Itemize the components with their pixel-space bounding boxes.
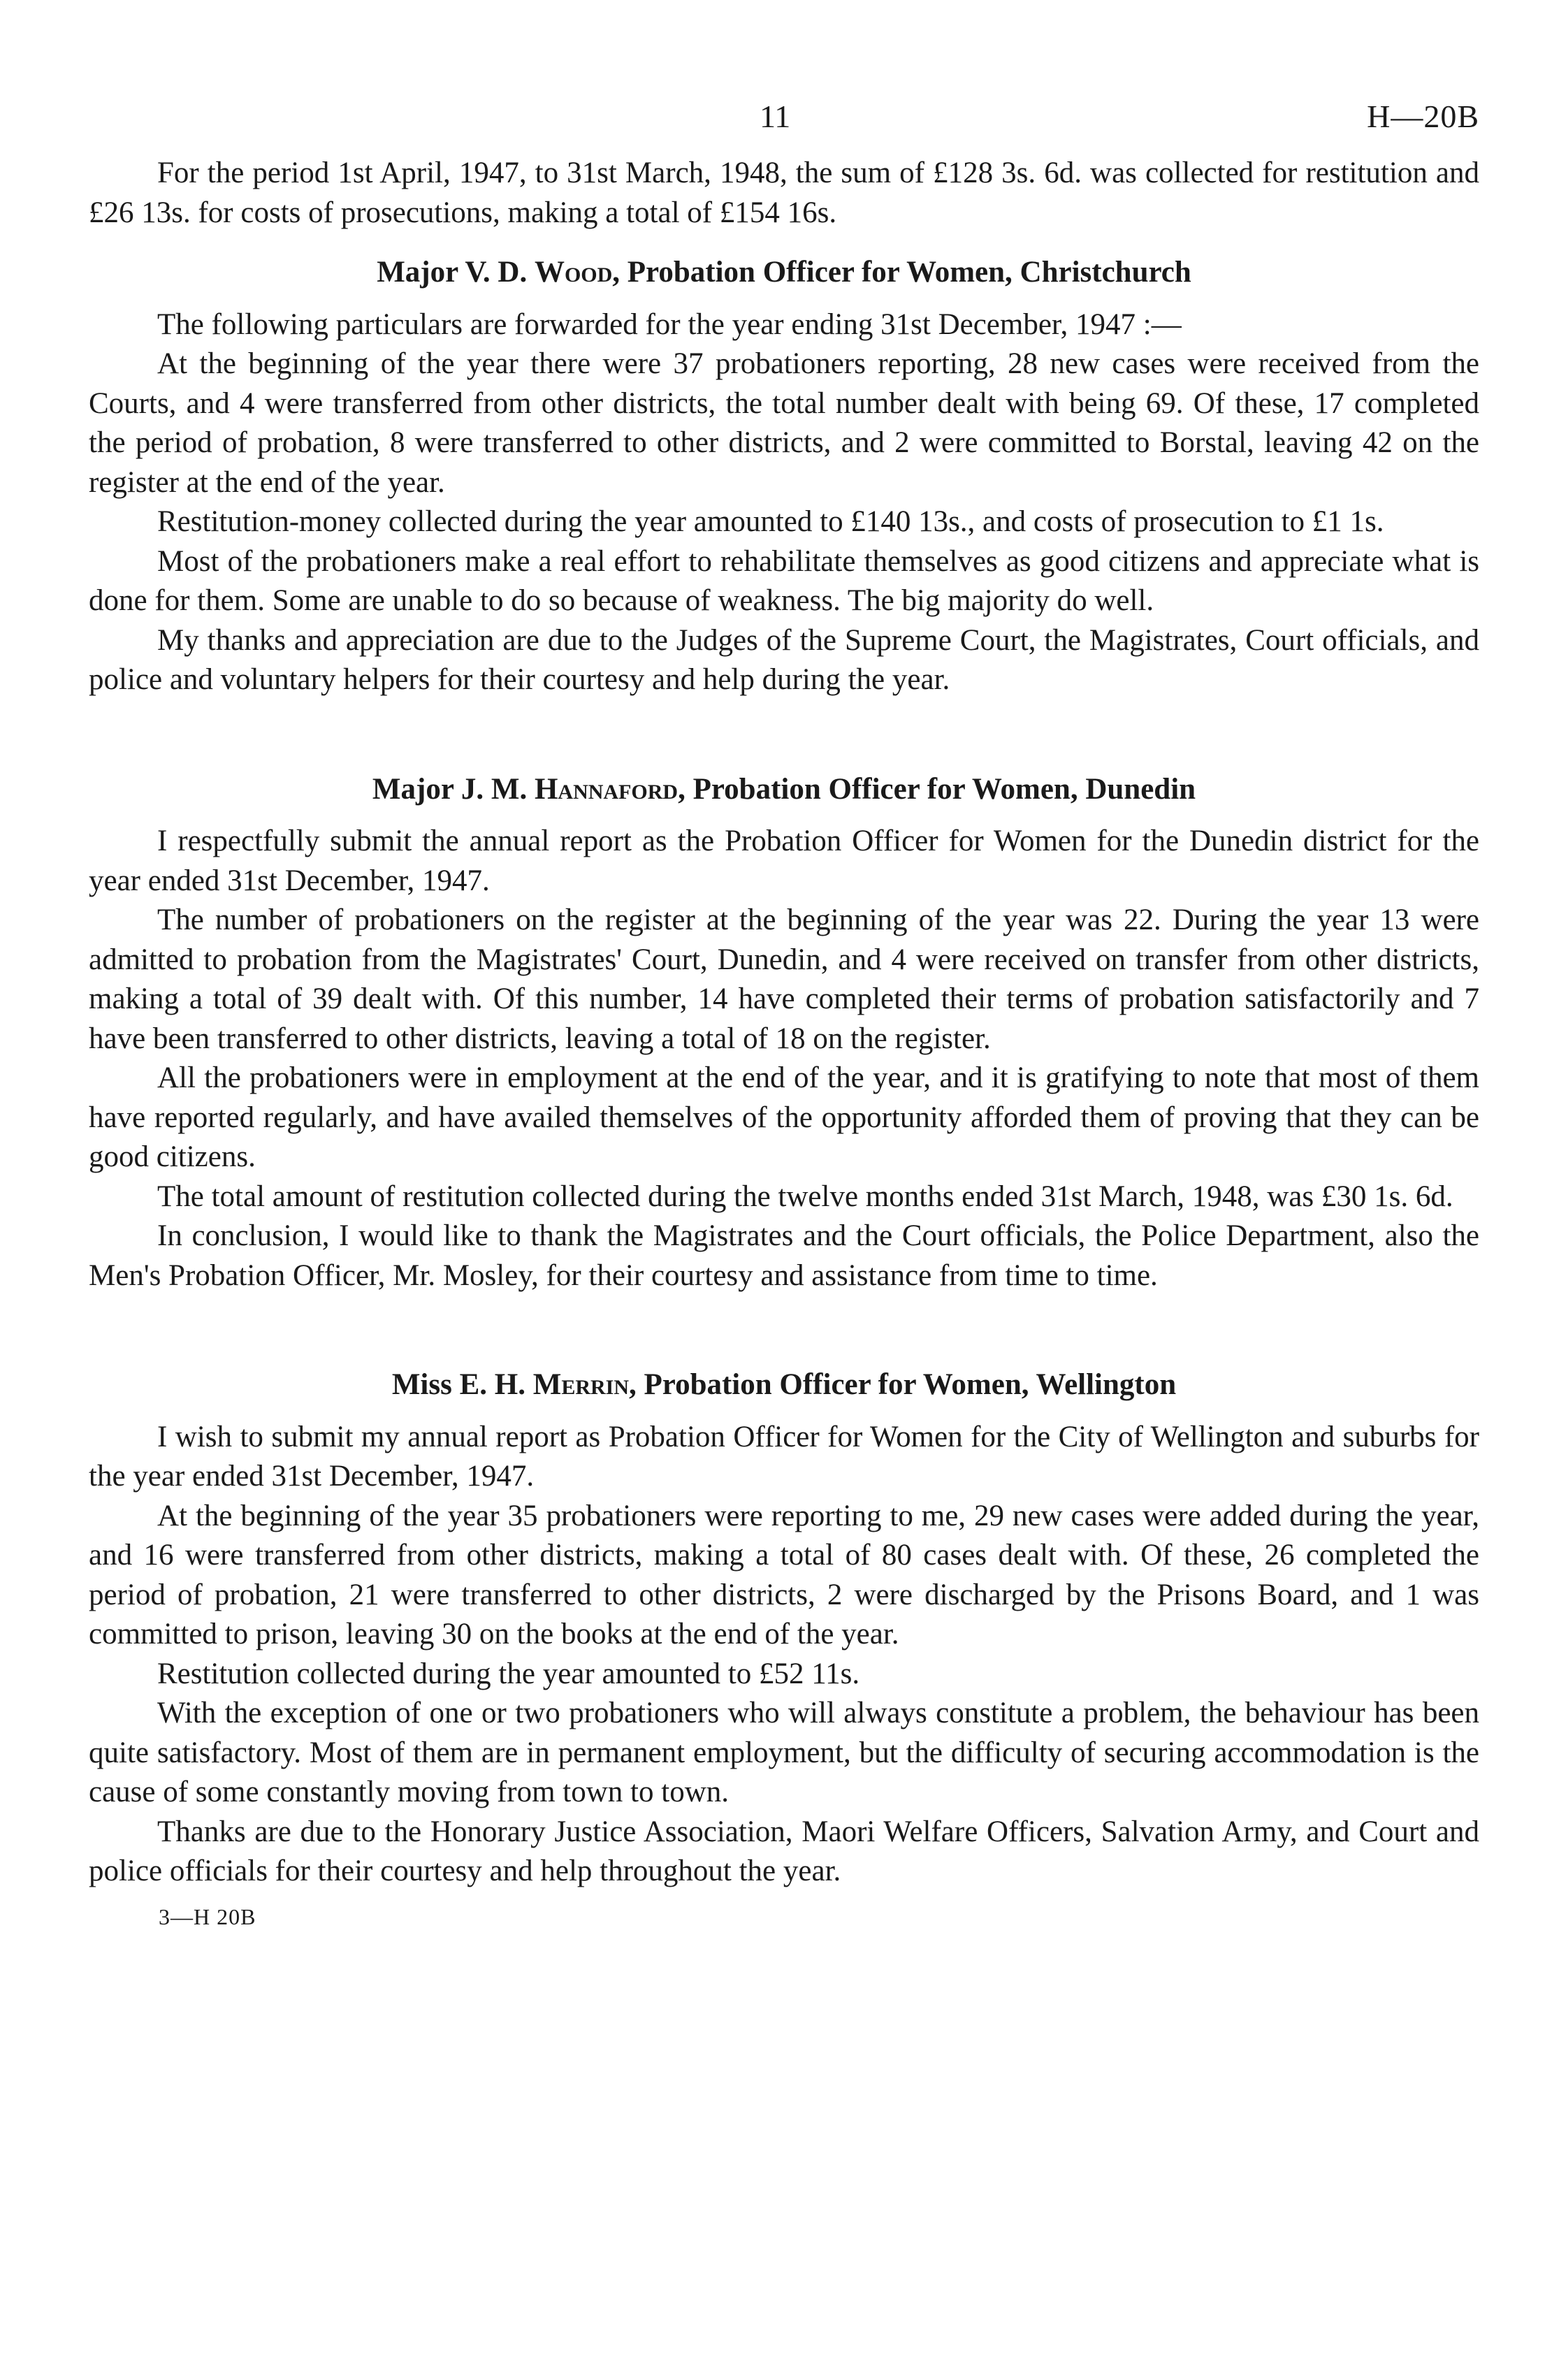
officer-surname: Merrin [532, 1368, 629, 1401]
paragraph: In conclusion, I would like to thank the Magistrates and the Court officials, the Police Department, also the Men's Probation Officer, Mr. Mosley, for their courtesy and assistance from time to time. [89, 1219, 1479, 1292]
paragraph: Restitution collected during the year amounted to £52 11s. [157, 1657, 860, 1690]
paragraph: The following particulars are forwarded for the year ending 31st December, 1947 :— [157, 307, 1182, 341]
officer-position: , Probation Officer for Women, Dunedin [678, 772, 1196, 806]
paragraph: All the probationers were in employment at the end of the year, and it is gratifying to note that most of them have reported regularly, and have availed themselves of the opportunity afforded them of proving that they can be good citizens. [89, 1061, 1479, 1173]
paragraph: At the beginning of the year 35 probationers were reporting to me, 29 new cases were added during the year, and 16 were transferred from other districts, making a total of 80 cases dealt with. Of these, 26 completed the period of probation, 21 were transferred to other districts, 2 were discharged by the Prisons Board, and 1 was committed to prison, leaving 30 on the books at the end of the year. [89, 1499, 1479, 1650]
paragraph: I respectfully submit the annual report as the Probation Officer for Women for the Dunedin district for the year ended 31st December, 1947. [89, 825, 1479, 897]
section-heading-wellington [89, 1365, 1479, 1405]
page-header [89, 91, 1479, 154]
officer-surname: Wood [534, 256, 613, 289]
paragraph: The number of probationers on the register at the beginning of the year was 22. During the year 13 were admitted to probation from the Magistrates' Court, Dunedin, and 4 were received on transfer from other districts, making a total of 39 dealt with. Of this number, 14 have completed their terms of probation satisfactorily and 7 have been transferred to other districts, leaving a total of 18 on the register. [89, 904, 1479, 1055]
document-reference: H—20B [1367, 99, 1479, 134]
paragraph: At the beginning of the year there were 37 probationers reporting, 28 new cases were received from the Courts, and 4 were transferred from other districts, the total number dealt with being 69. Of these, 17 completed the period of probation, 8 were transferred to other districts, and 2 were committed to Borstal, leaving 42 on the register at the end of the year. [89, 347, 1479, 499]
officer-rank: Major J. M. [372, 772, 528, 806]
officer-surname: Hannaford [534, 772, 679, 806]
intro-paragraph: For the period 1st April, 1947, to 31st March, 1948, the sum of £128 3s. 6d. was collected for restitution and £26 13s. for costs of prosecutions, making a total of £154 16s. [89, 157, 1479, 229]
paragraph: With the exception of one or two probationers who will always constitute a problem, the behaviour has been quite satisfactory. Most of them are in permanent employment, but the difficulty of securing accommodation is the cause of some constantly moving from town to town. [89, 1697, 1479, 1808]
page-number: 11 [760, 99, 791, 134]
paragraph: The total amount of restitution collected during the twelve months ended 31st March, 1948, was £30 1s. 6d. [157, 1180, 1453, 1213]
officer-position: , Probation Officer for Women, Wellington [629, 1368, 1177, 1401]
document-page [89, 91, 1479, 1930]
signature-mark: 3—H 20B [159, 1903, 256, 1929]
section-heading-dunedin [89, 770, 1479, 810]
paragraph: My thanks and appreciation are due to the Judges of the Supreme Court, the Magistrates, Court officials, and police and voluntary helpers for their courtesy and help during the year. [89, 623, 1479, 696]
paragraph: Most of the probationers make a real effort to rehabilitate themselves as good citizens and appreciate what is done for them. Some are unable to do so because of weakness. The big majority do well. [89, 544, 1479, 617]
officer-position: , Probation Officer for Women, Christchurch [612, 256, 1191, 289]
paragraph: Thanks are due to the Honorary Justice Association, Maori Welfare Officers, Salvation Army, and Court and police officials for their courtesy and help throughout the year. [89, 1815, 1479, 1887]
paragraph: Restitution-money collected during the year amounted to £140 13s., and costs of prosecution to £1 1s. [157, 505, 1384, 538]
section-heading-christchurch [89, 253, 1479, 293]
officer-rank: Major V. D. [377, 256, 528, 289]
paragraph: I wish to submit my annual report as Probation Officer for Women for the City of Wellington and suburbs for the year ended 31st December, 1947. [89, 1420, 1479, 1493]
officer-rank: Miss E. H. [391, 1368, 525, 1401]
